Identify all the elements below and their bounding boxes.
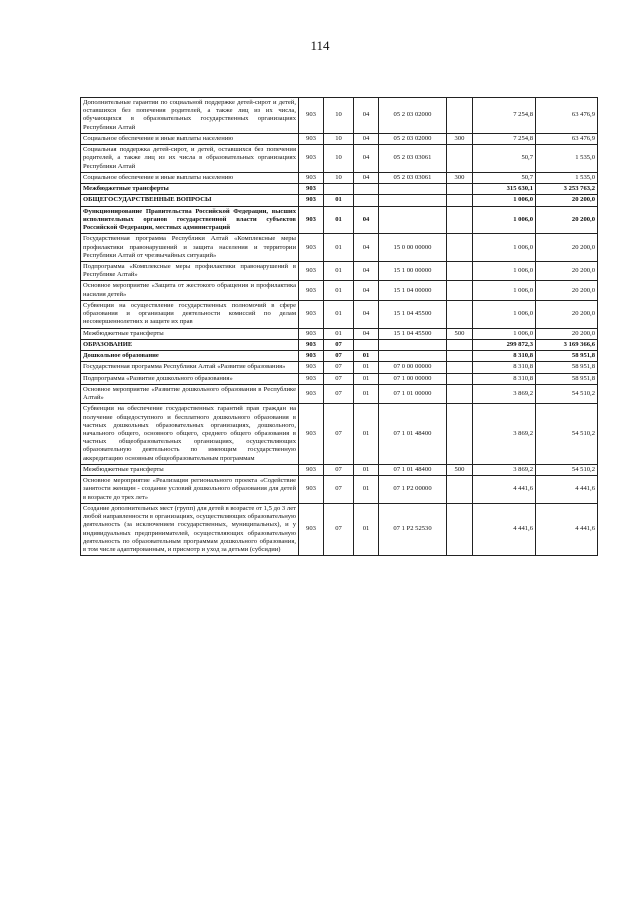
- row-amount-2: 54 510,2: [536, 464, 598, 475]
- row-grbs: 903: [299, 195, 324, 206]
- row-expense-type: [447, 206, 473, 234]
- row-target-item: 05 2 03 02000: [379, 133, 447, 144]
- row-amount-2: 20 200,0: [536, 281, 598, 300]
- row-amount-1: 8 310,8: [473, 362, 536, 373]
- row-amount-1: 50,7: [473, 145, 536, 173]
- row-subsection: 01: [354, 404, 379, 465]
- table-row: [81, 351, 598, 362]
- row-name: Межбюджетные трансферты: [81, 184, 299, 195]
- row-section: 01: [324, 281, 354, 300]
- row-name: Основное мероприятие «Защита от жестокого обращения и профилактика насилия детей»: [81, 281, 299, 300]
- row-expense-type: [447, 351, 473, 362]
- row-section: 07: [324, 384, 354, 403]
- row-section: 07: [324, 404, 354, 465]
- row-subsection: 04: [354, 300, 379, 328]
- row-amount-2: 20 200,0: [536, 234, 598, 262]
- row-amount-2: 58 951,8: [536, 373, 598, 384]
- row-subsection: 04: [354, 133, 379, 144]
- row-amount-1: 3 869,2: [473, 464, 536, 475]
- table-row: [81, 281, 598, 300]
- row-grbs: 903: [299, 464, 324, 475]
- row-section: 01: [324, 261, 354, 280]
- row-target-item: [379, 195, 447, 206]
- row-name: Государственная программа Республики Алтай «Комплексные меры профилактики правонарушений и защита населения и территории Республики Алтай от чрезвычайных ситуаций»: [81, 234, 299, 262]
- row-section: 01: [324, 300, 354, 328]
- row-amount-2: 54 510,2: [536, 384, 598, 403]
- row-name: Подпрограмма «Комплексные меры профилактики правонарушений в Республике Алтай»: [81, 261, 299, 280]
- row-grbs: 903: [299, 362, 324, 373]
- row-amount-2: 20 200,0: [536, 261, 598, 280]
- row-target-item: 15 1 04 45500: [379, 328, 447, 339]
- row-amount-1: 4 441,6: [473, 503, 536, 555]
- row-subsection: 01: [354, 476, 379, 504]
- row-amount-2: 58 951,8: [536, 362, 598, 373]
- row-grbs: 903: [299, 404, 324, 465]
- row-section: 10: [324, 133, 354, 144]
- row-subsection: 01: [354, 503, 379, 555]
- row-target-item: 07 1 P2 52530: [379, 503, 447, 555]
- row-target-item: 05 2 03 03061: [379, 145, 447, 173]
- row-subsection: [354, 339, 379, 350]
- row-amount-2: 4 441,6: [536, 503, 598, 555]
- row-name: Межбюджетные трансферты: [81, 464, 299, 475]
- row-amount-1: 315 630,1: [473, 184, 536, 195]
- row-section: 07: [324, 373, 354, 384]
- row-expense-type: [447, 404, 473, 465]
- row-section: 07: [324, 339, 354, 350]
- row-section: [324, 184, 354, 195]
- row-expense-type: 500: [447, 464, 473, 475]
- row-amount-1: 1 006,0: [473, 328, 536, 339]
- row-target-item: [379, 206, 447, 234]
- row-expense-type: [447, 98, 473, 134]
- row-name: ОБРАЗОВАНИЕ: [81, 339, 299, 350]
- table-row: [81, 206, 598, 234]
- row-section: 10: [324, 172, 354, 183]
- row-target-item: [379, 184, 447, 195]
- budget-table: [80, 97, 598, 556]
- table-row: [81, 373, 598, 384]
- row-subsection: 04: [354, 145, 379, 173]
- table-row: [81, 133, 598, 144]
- row-name: Подпрограмма «Развитие дошкольного образования»: [81, 373, 299, 384]
- row-subsection: 04: [354, 281, 379, 300]
- table-row: [81, 145, 598, 173]
- row-expense-type: 300: [447, 172, 473, 183]
- row-name: Социальное обеспечение и иные выплаты населению: [81, 172, 299, 183]
- row-grbs: 903: [299, 261, 324, 280]
- page-number: 114: [310, 38, 330, 53]
- row-amount-1: 8 310,8: [473, 351, 536, 362]
- row-amount-2: 1 535,0: [536, 145, 598, 173]
- row-subsection: 01: [354, 362, 379, 373]
- row-expense-type: [447, 145, 473, 173]
- table-row: [81, 261, 598, 280]
- row-amount-2: 4 441,6: [536, 476, 598, 504]
- row-expense-type: [447, 300, 473, 328]
- row-section: 07: [324, 351, 354, 362]
- row-grbs: 903: [299, 384, 324, 403]
- row-section: 01: [324, 234, 354, 262]
- row-amount-1: 7 254,8: [473, 133, 536, 144]
- row-name: Основное мероприятие «Реализация регионального проекта «Содействие занятости женщин - создание условий дошкольного образования для детей в возрасте до трех лет»: [81, 476, 299, 504]
- row-expense-type: [447, 184, 473, 195]
- row-grbs: 903: [299, 339, 324, 350]
- row-expense-type: [447, 384, 473, 403]
- row-grbs: 903: [299, 300, 324, 328]
- row-target-item: 15 1 04 45500: [379, 300, 447, 328]
- row-amount-2: 3 169 366,6: [536, 339, 598, 350]
- row-expense-type: [447, 476, 473, 504]
- table-row: [81, 234, 598, 262]
- row-name: Создание дополнительных мест (групп) для детей в возрасте от 1,5 до 3 лет любой направленности в организациях, осуществляющих образовательную деятельность (за исключением государственных, муниципальных), и у индивидуальных предпринимателей, осуществляющих образовательную деятельность по образовательным программам дошкольного образования, в том числе адаптированным, и присмотр и уход за детьми (субсидии): [81, 503, 299, 555]
- row-section: 07: [324, 362, 354, 373]
- row-expense-type: [447, 373, 473, 384]
- row-amount-2: 58 951,8: [536, 351, 598, 362]
- row-section: 10: [324, 98, 354, 134]
- row-section: 01: [324, 328, 354, 339]
- row-subsection: 04: [354, 98, 379, 134]
- row-amount-2: 20 200,0: [536, 328, 598, 339]
- row-target-item: 15 1 00 00000: [379, 261, 447, 280]
- row-grbs: 903: [299, 373, 324, 384]
- row-target-item: 07 1 01 48400: [379, 464, 447, 475]
- table-row: [81, 362, 598, 373]
- row-expense-type: [447, 234, 473, 262]
- row-target-item: 15 0 00 00000: [379, 234, 447, 262]
- row-name: Функционирование Правительства Российской Федерации, высших исполнительных органов государственной власти субъектов Российской Федерации, местных администраций: [81, 206, 299, 234]
- table-row: [81, 464, 598, 475]
- row-name: Социальное обеспечение и иные выплаты населению: [81, 133, 299, 144]
- table-row: [81, 184, 598, 195]
- row-expense-type: [447, 281, 473, 300]
- row-amount-2: 1 535,0: [536, 172, 598, 183]
- table-row: [81, 328, 598, 339]
- row-amount-1: 3 869,2: [473, 384, 536, 403]
- row-subsection: 01: [354, 464, 379, 475]
- row-target-item: 07 0 00 00000: [379, 362, 447, 373]
- row-grbs: 903: [299, 184, 324, 195]
- row-amount-1: 7 254,8: [473, 98, 536, 134]
- row-expense-type: 500: [447, 328, 473, 339]
- row-amount-1: 3 869,2: [473, 404, 536, 465]
- row-grbs: 903: [299, 234, 324, 262]
- row-grbs: 903: [299, 133, 324, 144]
- row-expense-type: [447, 503, 473, 555]
- row-section: 07: [324, 503, 354, 555]
- row-name: ОБЩЕГОСУДАРСТВЕННЫЕ ВОПРОСЫ: [81, 195, 299, 206]
- row-target-item: 05 2 03 03061: [379, 172, 447, 183]
- row-name: Субвенции на осуществление государственных полномочий в сфере образования и организации деятельности комиссий по делам несовершеннолетних и защите их прав: [81, 300, 299, 328]
- row-expense-type: [447, 339, 473, 350]
- row-expense-type: [447, 362, 473, 373]
- row-grbs: 903: [299, 476, 324, 504]
- row-grbs: 903: [299, 172, 324, 183]
- row-amount-2: 3 253 763,2: [536, 184, 598, 195]
- row-target-item: 07 1 01 48400: [379, 404, 447, 465]
- row-subsection: 04: [354, 206, 379, 234]
- table-row: [81, 404, 598, 465]
- row-amount-2: 63 476,9: [536, 133, 598, 144]
- row-grbs: 903: [299, 145, 324, 173]
- row-amount-1: 1 006,0: [473, 206, 536, 234]
- row-target-item: 15 1 04 00000: [379, 281, 447, 300]
- table-row: [81, 339, 598, 350]
- row-subsection: 01: [354, 384, 379, 403]
- row-name: Государственная программа Республики Алтай «Развитие образования»: [81, 362, 299, 373]
- table-row: [81, 476, 598, 504]
- row-amount-2: 54 510,2: [536, 404, 598, 465]
- row-grbs: 903: [299, 328, 324, 339]
- row-amount-1: 1 006,0: [473, 300, 536, 328]
- row-target-item: 07 1 01 00000: [379, 384, 447, 403]
- row-subsection: [354, 195, 379, 206]
- row-target-item: 05 2 03 02000: [379, 98, 447, 134]
- row-section: 10: [324, 145, 354, 173]
- row-target-item: 07 1 P2 00000: [379, 476, 447, 504]
- row-name: Субвенции на обеспечение государственных гарантий прав граждан на получение общедоступного и бесплатного дошкольного образования в частных дошкольных образовательных организациях, дошкольного, начального общего, основного общего, среднего общего образования в частных общеобразовательных организациях, осуществляющих образовательную деятельность по имеющим государственную аккредитацию основным общеобразовательным программам: [81, 404, 299, 465]
- row-target-item: [379, 339, 447, 350]
- row-subsection: 04: [354, 234, 379, 262]
- table-row: [81, 172, 598, 183]
- row-amount-1: 8 310,8: [473, 373, 536, 384]
- row-amount-1: 1 006,0: [473, 281, 536, 300]
- row-grbs: 903: [299, 206, 324, 234]
- row-amount-2: 20 200,0: [536, 300, 598, 328]
- row-grbs: 903: [299, 98, 324, 134]
- row-amount-1: 1 006,0: [473, 195, 536, 206]
- table-row: [81, 195, 598, 206]
- row-amount-1: 50,7: [473, 172, 536, 183]
- row-subsection: [354, 184, 379, 195]
- row-amount-2: 63 476,9: [536, 98, 598, 134]
- row-section: 01: [324, 206, 354, 234]
- row-expense-type: [447, 195, 473, 206]
- row-amount-1: 1 006,0: [473, 261, 536, 280]
- row-expense-type: [447, 261, 473, 280]
- row-expense-type: 300: [447, 133, 473, 144]
- row-section: 01: [324, 195, 354, 206]
- row-name: Дошкольное образование: [81, 351, 299, 362]
- row-name: Социальная поддержка детей-сирот, и детей, оставшихся без попечения родителей, а также лиц из их числа в образовательных организациях Республики Алтай: [81, 145, 299, 173]
- row-subsection: 04: [354, 328, 379, 339]
- row-grbs: 903: [299, 281, 324, 300]
- row-grbs: 903: [299, 351, 324, 362]
- row-subsection: 01: [354, 373, 379, 384]
- row-amount-2: 20 200,0: [536, 206, 598, 234]
- table-row: [81, 503, 598, 555]
- row-subsection: 01: [354, 351, 379, 362]
- row-amount-2: 20 200,0: [536, 195, 598, 206]
- table-row: [81, 384, 598, 403]
- table-row: [81, 98, 598, 134]
- row-name: Межбюджетные трансферты: [81, 328, 299, 339]
- row-grbs: 903: [299, 503, 324, 555]
- row-name: Основное мероприятие «Развитие дошкольного образования в Республике Алтай»: [81, 384, 299, 403]
- row-target-item: [379, 351, 447, 362]
- row-amount-1: 4 441,6: [473, 476, 536, 504]
- row-name: Дополнительные гарантии по социальной поддержке детей-сирот и детей, оставшихся без попечения родителей, а также лиц из их числа, обучающихся в образовательных государственных организациях Республики Алтай: [81, 98, 299, 134]
- row-subsection: 04: [354, 172, 379, 183]
- table-row: [81, 300, 598, 328]
- row-amount-1: 1 006,0: [473, 234, 536, 262]
- row-subsection: 04: [354, 261, 379, 280]
- row-section: 07: [324, 476, 354, 504]
- row-amount-1: 299 872,3: [473, 339, 536, 350]
- row-target-item: 07 1 00 00000: [379, 373, 447, 384]
- row-section: 07: [324, 464, 354, 475]
